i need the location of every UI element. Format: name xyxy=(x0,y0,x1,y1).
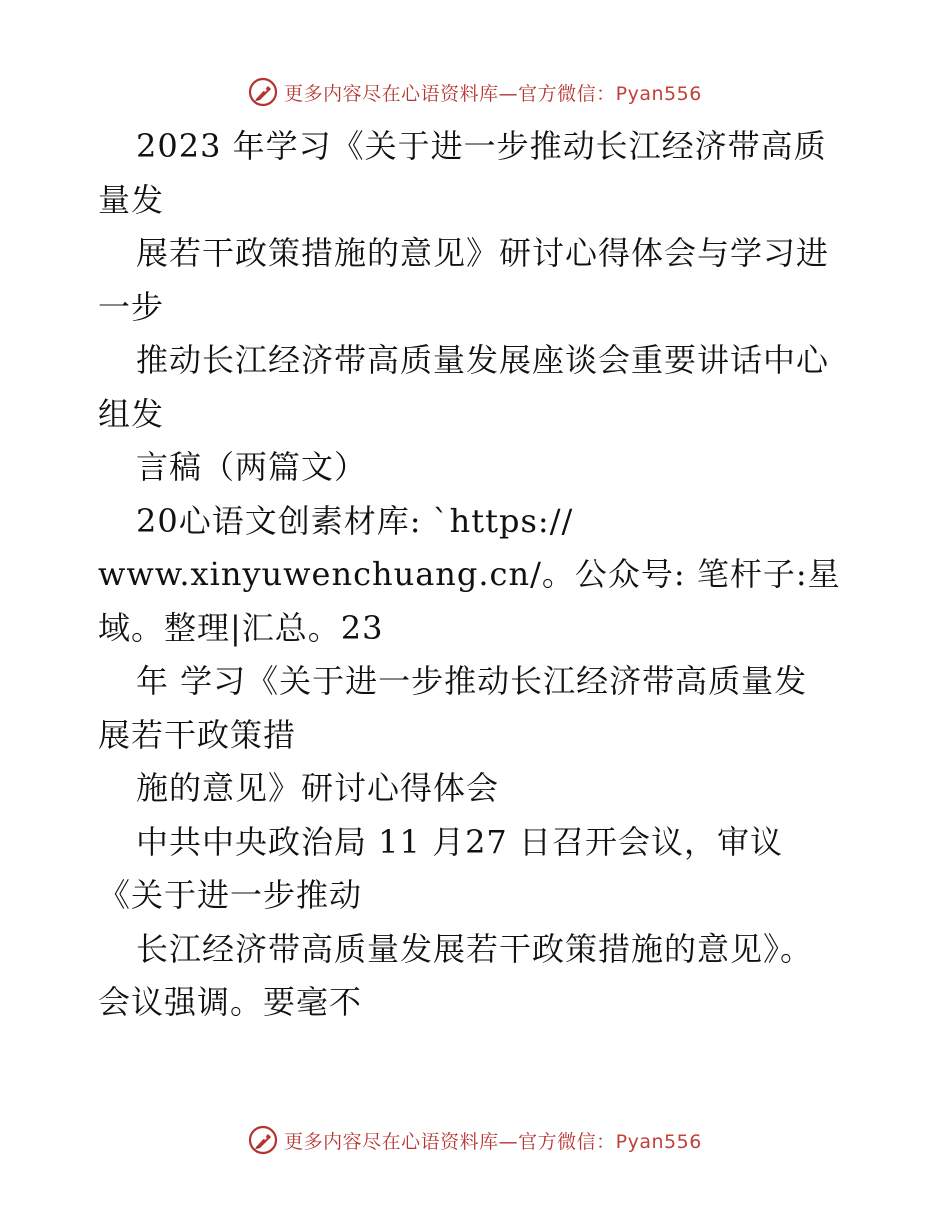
text-line: 年 学习《关于进一步推动长江经济带高质量发 xyxy=(136,662,808,700)
text-line: 长江经济带高质量发展若干政策措施的意见》。 xyxy=(136,929,814,968)
banner-wechat-id: Pyan556 xyxy=(615,1130,702,1153)
banner-slogan: 更多内容尽在心语资料库—官方微信： xyxy=(284,82,616,105)
banner-text xyxy=(284,1127,702,1154)
pen-nib-logo-icon xyxy=(248,77,278,107)
text-line: 施的意见》研讨心得体会 xyxy=(136,769,500,807)
document-body xyxy=(98,120,858,1030)
banner-wechat-id: Pyan556 xyxy=(615,82,702,105)
text-line: 量发 xyxy=(98,180,165,219)
banner-slogan: 更多内容尽在心语资料库—官方微信： xyxy=(284,1130,616,1153)
text-line: 中共中央政治局 11 月27 日召开会议，审议 xyxy=(136,822,783,861)
pen-nib-logo-icon xyxy=(248,1125,278,1155)
footer-banner xyxy=(0,1120,950,1160)
text-line: 组发 xyxy=(98,394,165,433)
text-line: 言稿（两篇文） xyxy=(136,448,368,486)
text-line: 《关于进一步推动 xyxy=(98,876,363,914)
text-line: 推动长江经济带高质量发展座谈会重要讲话中心 xyxy=(136,341,830,379)
text-line: 展若干政策措施的意见》研讨心得体会与学习进 xyxy=(136,234,830,272)
text-line: 一步 xyxy=(98,287,165,326)
text-line: 20心语文创素材库: `https:// xyxy=(136,501,574,540)
text-line: www.xinyuwenchuang.cn/。公众号: 笔杆子:星 xyxy=(98,555,841,593)
text-line: 域。整理|汇总。23 xyxy=(98,608,384,647)
header-banner xyxy=(0,72,950,112)
banner-text xyxy=(284,79,702,106)
text-line: 2023 年学习《关于进一步推动长江经济带高质 xyxy=(136,127,827,165)
text-line: 展若干政策措 xyxy=(98,715,297,754)
text-line: 会议强调。要毫不 xyxy=(98,983,363,1021)
